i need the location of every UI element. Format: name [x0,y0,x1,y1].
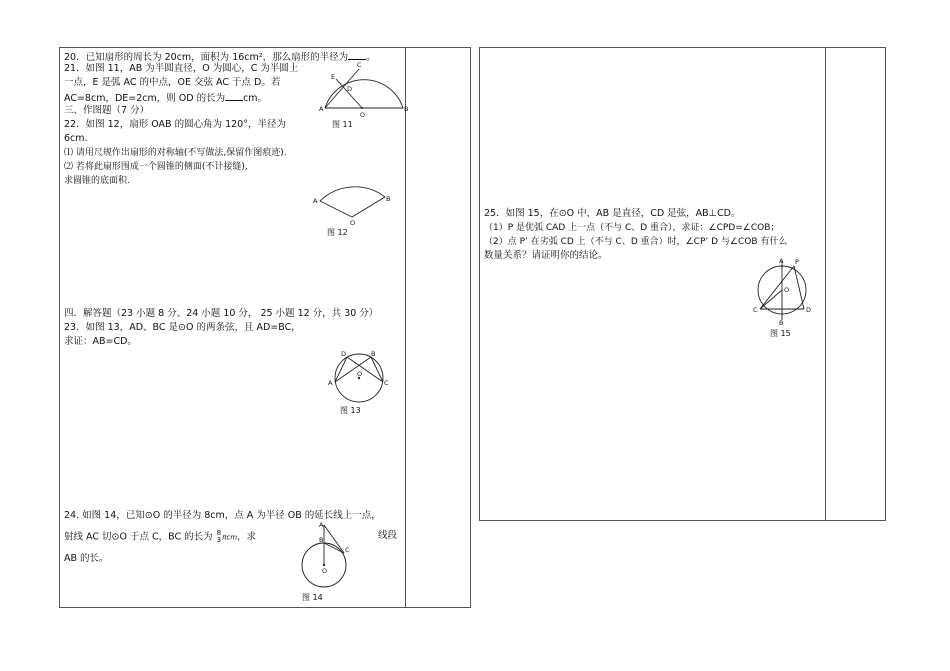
fraction-numerator: 8 [216,529,222,537]
point-label-d: D [341,350,347,358]
question-22-line-4: ⑵ 若将此扇形围成一个圆锥的侧面(不计接缝), [64,162,248,172]
question-20-end: 。 [366,52,376,63]
point-label-b: B [404,105,409,113]
figure-15 [750,252,815,327]
right-panel [479,47,886,521]
center-dot [361,107,363,109]
question-25-line-2: （1）P 是优弧 CAD 上一点（不与 C、D 重合），求证：∠CPD=∠COB； [484,223,780,233]
point-label-o: O [360,111,366,119]
left-panel-divider [404,48,409,607]
question-22-line-5: 求圆锥的底面积. [64,176,130,186]
point-label-p: P [795,258,799,266]
radius-oa [320,201,352,217]
figure-14-caption: 图 14 [302,593,323,602]
point-label-o: O [350,219,356,227]
point-label-c: C [345,546,350,554]
question-21-line-3 [64,91,267,105]
point-label-c: C [357,61,362,69]
fraction [217,530,221,544]
segment-oe [336,79,362,108]
question-21-line-3-text: AC=8cm，DE=2cm，则 OD 的长为 [64,93,226,104]
question-24-line-2-text: 射线 AC 切⊙O 于点 C，BC 的长为 [64,531,213,543]
semicircle-arc [325,80,403,108]
question-25-line-4: 数量关系？请证明你的结论。 [484,250,608,261]
point-label-o: O [357,370,363,378]
question-24-line-1: 24. 如图 14，已知⊙O 的半径为 8cm，点 A 为半径 OB 的延长线上一点， [64,510,381,521]
question-24-line-2-ask: ，求 [237,531,257,543]
point-label-c: C [753,306,758,314]
question-24-line-2-end: 线段 [378,530,398,541]
figure-13 [325,345,395,405]
fraction-denominator: 3 [216,536,222,544]
question-21-line-1: 21．如图 11，AB 为半圆直径，O 为圆心，C 为半圆上 [64,63,299,74]
figure-14 [298,520,358,590]
point-label-a: A [319,521,324,529]
figure-12-caption: 图 12 [327,228,348,237]
question-25-line-3: （2）点 P’ 在劣弧 CD 上（不与 C、D 重合）时，∠CP’ D 与∠COB 有什么 [484,237,788,247]
question-22-line-3: ⑴ 请用尺规作出扇形的对称轴(不写做法,保留作图痕迹). [64,148,287,158]
question-25-line-1: 25．如图 15，在⊙O 中，AB 是直径，CD 是弦，AB⊥CD。 [484,208,741,219]
figure-13-caption: 图 13 [340,406,361,415]
figure-15-caption: 图 15 [770,329,791,338]
point-label-b: B [386,195,391,203]
right-panel-divider [825,48,826,520]
point-label-d: D [806,306,812,314]
point-label-o: O [322,567,328,575]
question-22-line-1: 22．如图 12，扇形 OAB 的圆心角为 120°，半径为 [64,119,286,130]
question-24-line-2 [64,530,256,544]
question-22-line-2: 6cm. [64,133,88,144]
figure-11-caption: 图 11 [332,120,353,129]
center-dot [323,564,325,566]
section-4-heading: 四．解答题（23 小题 8 分、24 小题 10 分， 25 小题 12 分，共 30 分） [64,308,379,319]
question-21-line-2: 一点，E 是弧 AC 的中点，OE 交弦 AC 于点 D。若 [64,77,281,88]
point-label-b: B [779,319,784,327]
figure-12 [308,170,398,228]
radius-ob [352,197,385,217]
point-label-a: A [313,197,318,205]
question-20-text: 20．已知扇形的周长为 20cm，面积为 16cm²，那么扇形的半径为 [64,52,349,63]
question-21-line-3-end: cm。 [243,93,268,104]
chord-bc [324,543,344,553]
segment-oc [760,290,782,309]
figure-11 [315,58,410,118]
point-label-e: E [331,73,336,81]
point-label-a: A [779,257,784,265]
question-23-line-1: 23．如图 13，AD、BC 是⊙O 的两条弦，且 AD=BC, [64,322,295,333]
sector-arc [320,187,385,201]
point-label-d: D [347,85,353,93]
question-23-line-2: 求证：AB=CD。 [64,336,137,347]
answer-blank [225,91,243,101]
tangent-ac [324,525,344,553]
point-label-c: C [384,379,389,387]
point-label-b: B [371,350,376,358]
section-3-heading: 三、作图题（7 分） [64,105,150,116]
point-label-o: O [784,286,790,294]
point-label-a: A [328,379,333,387]
question-24-line-3: AB 的长。 [64,553,109,564]
fraction-tail: πcm [222,533,238,542]
point-label-a: A [319,105,324,113]
point-label-b: B [319,536,324,544]
